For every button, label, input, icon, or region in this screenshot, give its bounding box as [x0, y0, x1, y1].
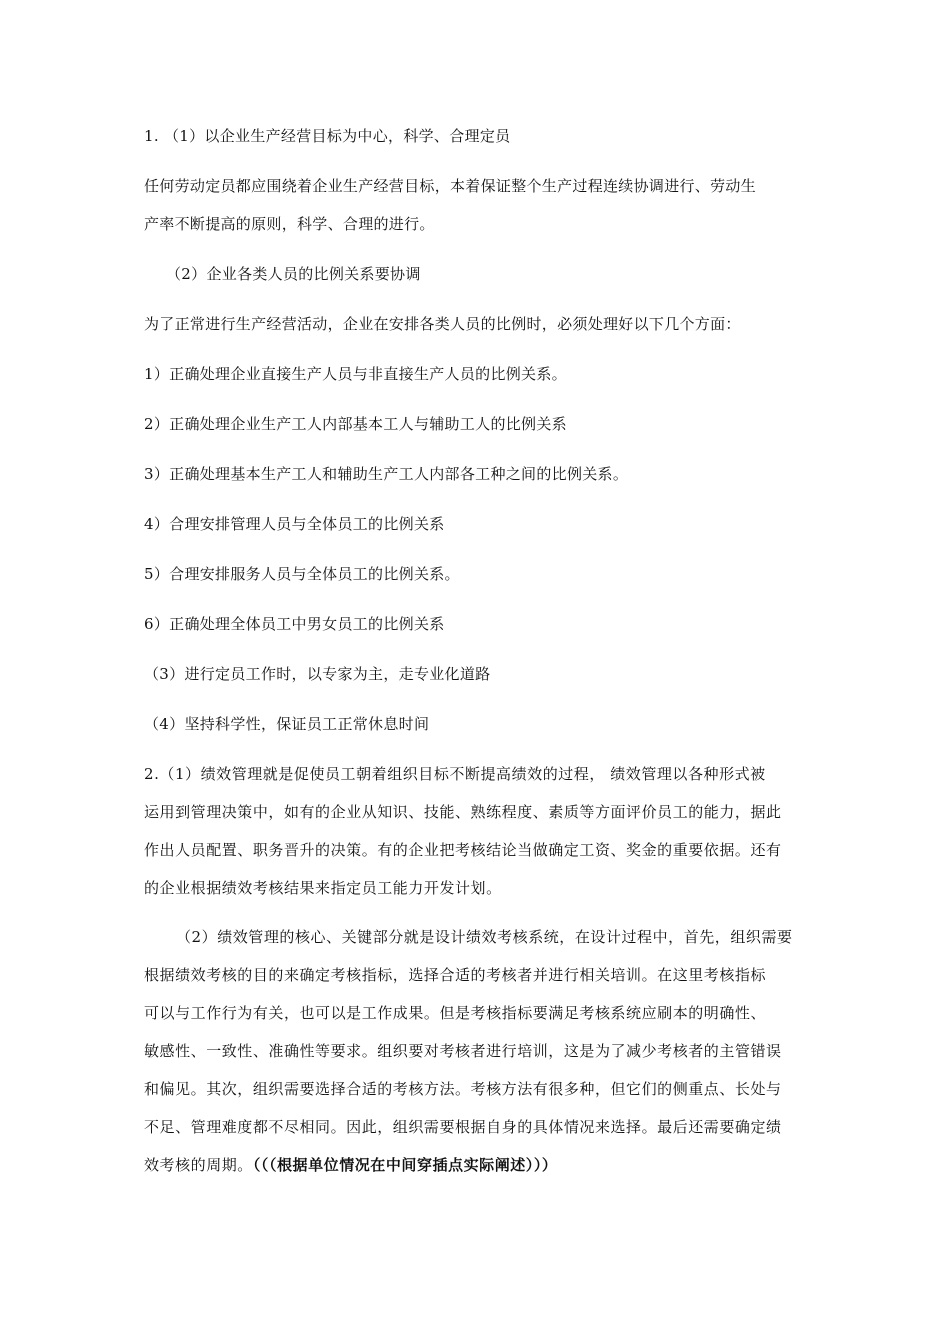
- paragraph-3-text: 和偏见。其次，组织需要选择合适的考核方法。考核方法有很多种，但它们的侧重点、长处与: [144, 1080, 782, 1098]
- subheading: （4）坚持科学性，保证员工正常休息时间: [144, 715, 430, 733]
- paragraph-3-text: 敏感性、一致性、准确性等要求。组织要对考核者进行培训，这是为了减少考核者的主管错误: [144, 1042, 782, 1060]
- paragraph-3-text: 可以与工作行为有关，也可以是工作成果。但是考核指标要满足考核系统应刷本的明确性、: [144, 1004, 767, 1022]
- paragraph-2-text: 的企业根据绩效考核结果来指定员工能力开发计划。: [144, 879, 502, 897]
- bold-note: （（（根据单位情况在中间穿插点实际阐述）））: [252, 1156, 558, 1174]
- paragraph-2-text: 2.（1）绩效管理就是促使员工朝着组织目标不断提高绩效的过程， 绩效管理以各种形式被: [144, 765, 766, 783]
- paragraph-3-text: 效考核的周期。: [144, 1156, 253, 1174]
- paragraph-3-text: 根据绩效考核的目的来确定考核指标，选择合适的考核者并进行相关培训。在这里考核指标: [144, 966, 767, 984]
- subheading: （2）企业各类人员的比例关系要协调: [166, 265, 421, 283]
- list-item: 1）正确处理企业直接生产人员与非直接生产人员的比例关系。: [144, 365, 567, 383]
- list-item: 4）合理安排管理人员与全体员工的比例关系: [144, 515, 445, 533]
- list-item: 5）合理安排服务人员与全体员工的比例关系。: [144, 565, 460, 583]
- paragraph-text: 任何劳动定员都应围绕着企业生产经营目标，本着保证整个生产过程连续协调进行、劳动生: [144, 177, 757, 195]
- list-item: 6）正确处理全体员工中男女员工的比例关系: [144, 615, 445, 633]
- list-item: 3）正确处理基本生产工人和辅助生产工人内部各工种之间的比例关系。: [144, 465, 629, 483]
- paragraph-1-heading: 1. （1）以企业生产经营目标为中心，科学、合理定员: [144, 127, 511, 145]
- paragraph-2-text: 运用到管理决策中，如有的企业从知识、技能、熟练程度、素质等方面评价员工的能力，据此: [144, 803, 782, 821]
- paragraph-text: 产率不断提高的原则，科学、合理的进行。: [144, 215, 435, 233]
- paragraph-3-text: 不足、管理难度都不尽相同。因此，组织需要根据自身的具体情况来选择。最后还需要确定绩: [144, 1118, 782, 1136]
- paragraph-3-text: （2）绩效管理的核心、关键部分就是设计绩效考核系统，在设计过程中，首先，组织需要: [176, 928, 793, 946]
- paragraph-text: 为了正常进行生产经营活动，企业在安排各类人员的比例时，必须处理好以下几个方面：: [144, 315, 741, 333]
- list-item: 2）正确处理企业生产工人内部基本工人与辅助工人的比例关系: [144, 415, 567, 433]
- paragraph-3-last-line: [144, 1155, 557, 1175]
- subheading: （3）进行定员工作时，以专家为主，走专业化道路: [144, 665, 491, 683]
- paragraph-2-text: 作出人员配置、职务晋升的决策。有的企业把考核结论当做确定工资、奖金的重要依据。还有: [144, 841, 782, 859]
